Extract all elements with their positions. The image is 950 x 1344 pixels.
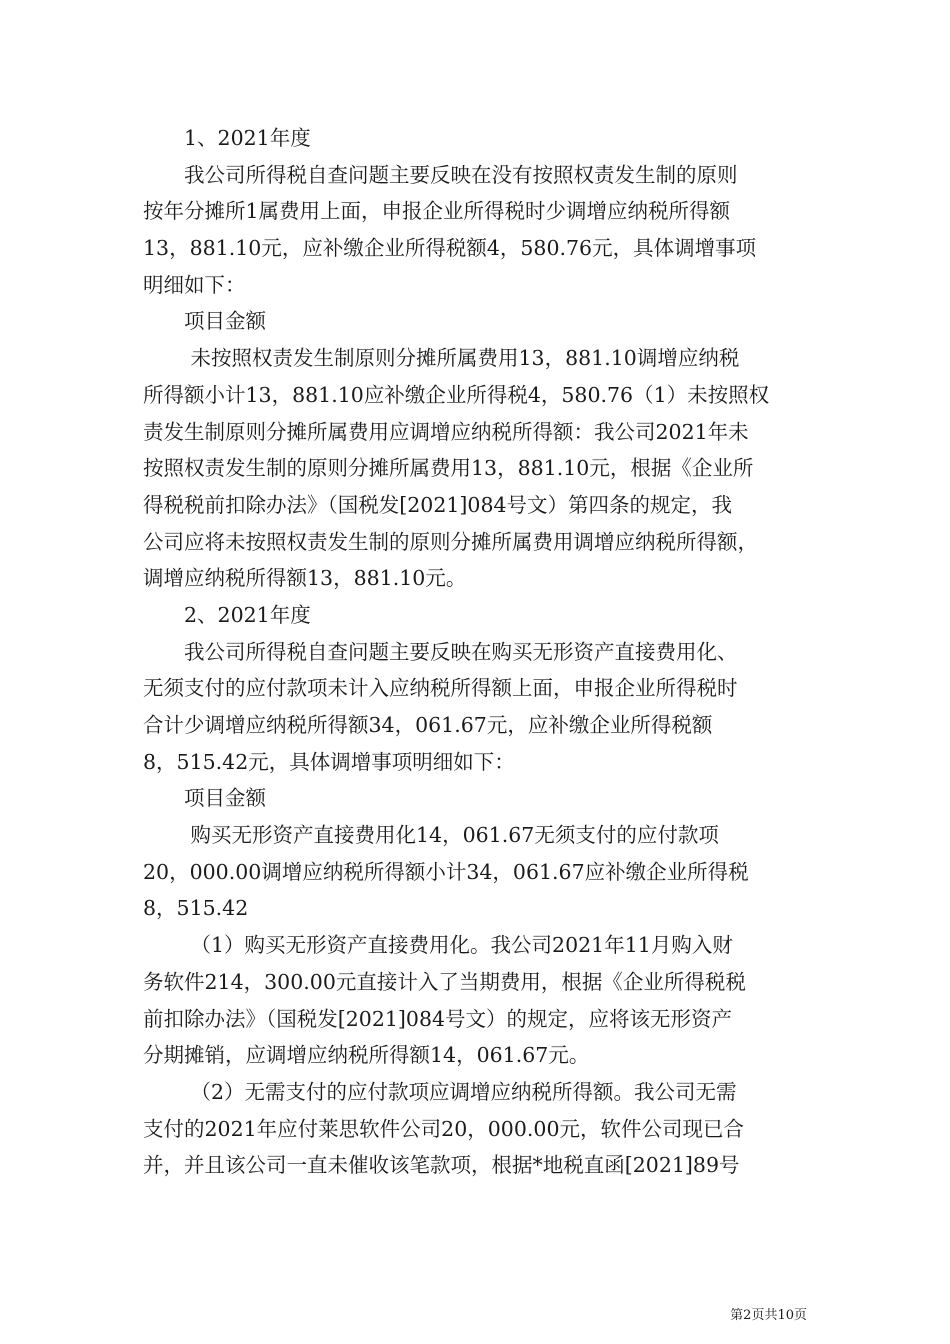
text-line: 未按照权责发生制原则分摊所属费用13，881.10调增应纳税 [143,346,740,371]
text-line: 务软件214，300.00元直接计入了当期费用，根据《企业所得税税 [143,969,746,994]
page-number-footer: 第2页共10页 [730,1308,807,1323]
document-body [143,120,808,1184]
text-line: 调增应纳税所得额13，881.10元。 [143,566,467,591]
text-line: 我公司所得税自查问题主要反映在购买无形资产直接费用化、 [143,639,738,664]
text-line: 明细如下： [143,272,246,297]
text-line: 20，000.00调增应纳税所得额小计34，061.67应补缴企业所得税 [143,859,749,884]
text-line: （2）无需支付的应付款项应调增应纳税所得额。我公司无需 [143,1079,737,1104]
text-line: 支付的2021年应付莱思软件公司20，000.00元，软件公司现已合 [143,1116,744,1141]
text-line: 责发生制原则分摊所属费用应调增应纳税所得额：我公司2021年未 [143,419,749,444]
text-line: 并，并且该公司一直未催收该笔款项，根据*地税直函[2021]89号 [143,1153,740,1178]
text-line: 得税税前扣除办法》（国税发[2021]084号文）第四条的规定，我 [143,492,733,517]
text-line: 前扣除办法》（国税发[2021]084号文）的规定，应将该无形资产 [143,1006,733,1031]
text-line: 13，881.10元，应补缴企业所得税额4，580.76元，具体调增事项 [143,236,757,261]
text-line: 无须支付的应付款项未计入应纳税所得额上面，申报企业所得税时 [143,676,738,701]
text-line: 8，515.42元，具体调增事项明细如下： [143,749,515,774]
text-line: 项目金额 [143,309,266,334]
text-line: 分期摊销，应调增应纳税所得额14，061.67元。 [143,1043,590,1068]
text-line: 购买无形资产直接费用化14，061.67无须支付的应付款项 [143,823,719,848]
text-line: 按照权责发生制的原则分摊所属费用13，881.10元，根据《企业所 [143,456,754,481]
text-line: 按年分摊所1属费用上面，申报企业所得税时少调增应纳税所得额 [143,199,731,224]
text-line: （1）购买无形资产直接费用化。我公司2021年11月购入财 [143,933,733,958]
text-line: 所得额小计13，881.10应补缴企业所得税4，580.76（1）未按照权 [143,382,770,407]
text-line: 1、2021年度 [143,126,311,150]
text-line: 8，515.42 [143,896,249,921]
text-line: 项目金额 [143,786,266,811]
text-line: 2、2021年度 [143,602,311,627]
text-line: 公司应将未按照权责发生制的原则分摊所属费用调增应纳税所得额， [143,529,758,554]
text-line: 我公司所得税自查问题主要反映在没有按照权责发生制的原则 [143,162,738,187]
text-line: 合计少调增应纳税所得额34，061.67元，应补缴企业所得税额 [143,713,713,737]
